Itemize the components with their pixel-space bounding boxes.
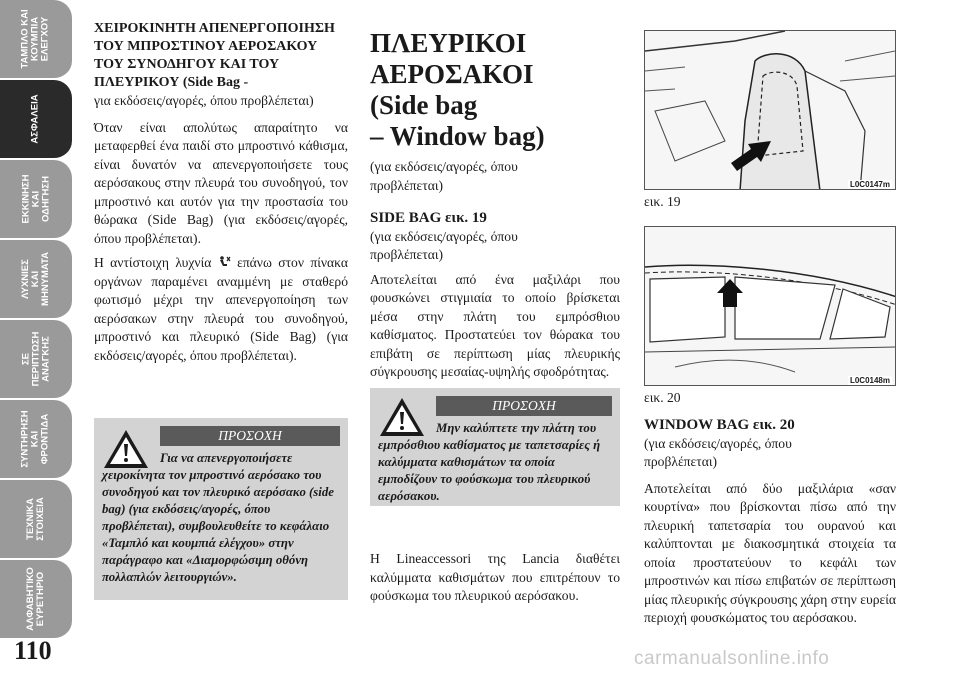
window-bag-subheading: (για εκδόσεις/αγορές, όπου προβλέπεται) — [644, 435, 792, 469]
note-title: ΠΡΟΣΟΧΗ — [436, 396, 612, 416]
side-bag-text: Αποτελείται από ένα μαξιλάρι που φουσκώνει στιγμιαία το οποίο βρίσκεται μέσα στην πλάτη του εμπρόσθιου καθίσματος. Προστατεύει τον θώρακα του επιβάτη σε περίπτωση μίας πλευρικής σύγκρουσης μεσαίας-υψηλής σφοδρότητας. — [370, 271, 620, 379]
window-bag-text: Αποτελείται από δύο μαξιλάρια «σαν κουρτίνα» που βρίσκονται πίσω από την πλευρική ταπετσαρία του ουρανού και καλύπτονται με διακοσμητικά στοιχεία τα οποία προστατεύουν το κεφάλι των μπροστινών και πίσω επιβατών σε περίπτωση μίας πλευρικής σύγκρουσης χάρη στην ευρεία περιοχή φουσκώματος του αερόσακου. — [644, 480, 896, 625]
column-1 — [94, 20, 348, 371]
section-subheading: για εκδόσεις/αγορές, όπου προβλέπεται) — [94, 93, 314, 108]
tab-dashboard[interactable]: ΤΑΜΠΛΟ ΚΑΙ ΚΟΥΜΠΙΑ ΕΛΕΓΧΟΥ — [0, 0, 72, 79]
warning-triangle-icon — [102, 428, 150, 470]
figure-20-window-bag — [644, 226, 896, 386]
warning-triangle-icon — [378, 396, 426, 438]
page-title-l2: ΑΕΡΟΣΑΚΟΙ — [370, 59, 534, 89]
figure-code: L0C0148m — [849, 376, 890, 385]
side-bag-subheading: (για εκδόσεις/αγορές, όπου προβλέπεται) — [370, 228, 518, 262]
note-text: Για να απενεργοποιήσετε χειροκίνητα τον μπροστινό αερόσακο του συνοδηγού και τον πλευρικό αερόσακο (side bag) (για εκδόσεις/αγορές, όπου προβλέπεται), συμβουλευθείτε το κεφάλαιο «Ταμπλό και κουμπιά ελέγχου» στην παράγραφο και «Διαμορφώσιμη οθόνη πολλαπλών λειτουργιών». — [102, 451, 334, 584]
figure-code: L0C0147m — [849, 180, 890, 189]
page-title-l3: (Side bag — [370, 90, 478, 120]
tab-technical-data[interactable]: ΤΕΧΝΙΚΑ ΣΤΟΙΧΕΙΑ — [0, 480, 72, 559]
column-2 — [370, 28, 620, 388]
paragraph: Όταν είναι απολύτως απαραίτητο να μεταφερθεί ένα παιδί στο μπροστινό κάθισμα, είναι δυνατόν να απενεργοποιήσετε τους αερόσακους στην πλευρά του συνοδηγού, τον μπροστινό και αυτόν για την προστασία του θώρακα (Side Bag) (για εκδόσεις/αγορές, όπου προβλέπεται). — [94, 119, 348, 246]
airbag-off-warning-icon — [218, 256, 231, 268]
window-bag-heading: WINDOW BAG εικ. 20 — [644, 417, 795, 433]
window-illustration — [645, 227, 896, 386]
page-title-l1: ΠΛΕΥΡΙΚΟΙ — [370, 28, 527, 58]
seat-illustration — [645, 31, 896, 190]
tab-safety[interactable]: ΑΣΦΑΛΕΙΑ — [0, 80, 72, 159]
tab-maintenance[interactable]: ΣΥΝΤΗΡΗΣΗ ΚΑΙ ΦΡΟΝΤΙΔΑ — [0, 400, 72, 479]
section-tabs — [0, 0, 72, 640]
accessories-paragraph: Η Lineaccessori της Lancia διαθέτει καλύμματα καθισμάτων που επιτρέπουν το φούσκωμα του πλευρικού αερόσακου. — [370, 551, 620, 603]
title-subheading: (για εκδόσεις/αγορές, όπου προβλέπεται) — [370, 159, 518, 193]
tab-index[interactable]: ΑΛΦΑΒΗΤΙΚΟ ΕΥΡΕΤΗΡΙΟ — [0, 560, 72, 639]
watermark: carmanualsonline.info — [634, 648, 830, 669]
tab-starting-driving[interactable]: ΕΚΚΙΝΗΣΗ ΚΑΙ ΟΔΗΓΗΣΗ — [0, 160, 72, 239]
warning-note-manual-deactivation — [94, 418, 348, 600]
tab-warning-lights[interactable]: ΛΥΧΝΙΕΣ ΚΑΙ ΜΗΝΥΜΑΤΑ — [0, 240, 72, 319]
page-number: 110 — [14, 636, 52, 665]
note-text: Μην καλύπτετε την πλάτη του εμπρόσθιου καθίσματος με ταπετσαρίες ή καλύμματα καθισμάτων τα οποία εμποδίζουν το φούσκωμα του πλευρικού αερόσακου. — [378, 421, 601, 503]
tab-emergency[interactable]: ΣΕ ΠΕΡΙΠΤΩΣΗ ΑΝΑΓΚΗΣ — [0, 320, 72, 399]
column-3 — [644, 416, 896, 634]
page-title-l4: – Window bag) — [370, 121, 545, 151]
warning-note-seat-covers — [370, 388, 620, 506]
note-title: ΠΡΟΣΟΧΗ — [160, 426, 340, 446]
paragraph: Η αντίστοιχη λυχνία επάνω στον πίνακα οργάνων παραμένει αναμμένη με σταθερό φωτισμό μέχρι την απενεργοποίηση των αερόσακων στην πλευρά του συνοδηγού, μπροστινό και πλευρικό (Side Bag) (για εκδόσεις/αγορές, όπου προβλέπεται). — [94, 255, 348, 363]
figure-20-caption: εικ. 20 — [644, 390, 681, 405]
side-bag-heading: SIDE BAG εικ. 19 — [370, 210, 487, 226]
figure-19-side-bag — [644, 30, 896, 190]
figure-19-caption: εικ. 19 — [644, 194, 681, 209]
section-heading: ΧΕΙΡΟΚΙΝΗΤΗ ΑΠΕΝΕΡΓΟΠΟΙΗΣΗ ΤΟΥ ΜΠΡΟΣΤΙΝΟΥ ΑΕΡΟΣΑΚΟΥ ΤΟΥ ΣΥΝΟΔΗΓΟΥ ΚΑΙ ΤΟΥ ΠΛΕΥΡΙΚΟΥ (Side Bag - — [94, 21, 335, 90]
